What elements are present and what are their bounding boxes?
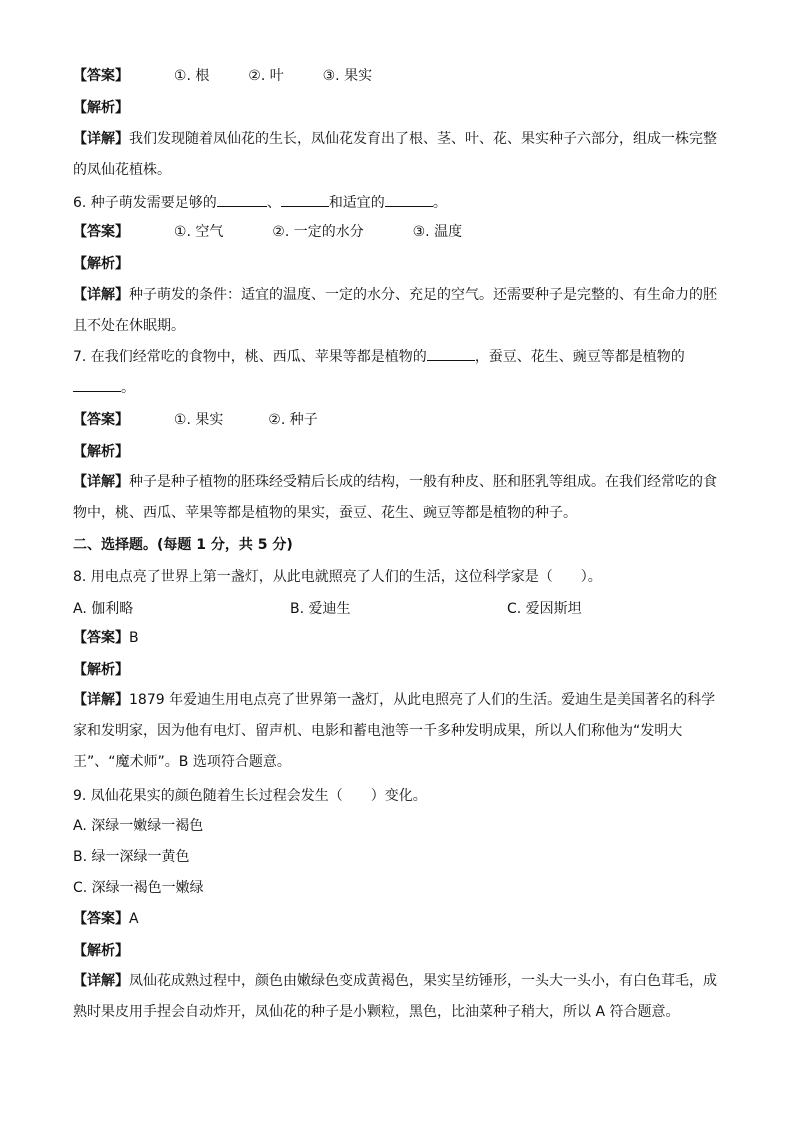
- option-b: B. 绿一深绿一黄色: [73, 849, 190, 865]
- section-title: 二、选择题。(每题 1 分，共 5 分): [73, 537, 293, 553]
- analysis-heading: [73, 660, 129, 680]
- question-text: 和适宜的: [328, 195, 385, 211]
- answer-item: ②. 种子: [268, 412, 318, 428]
- detail-text: 我们发现随着凤仙花的生长，凤仙花发育出了根、茎、叶、花、果实种子六部分，组成一株完整的凤仙花植株。: [73, 131, 717, 178]
- option-b: B. 爱迪生: [290, 601, 351, 617]
- answer-line-7: [73, 410, 318, 430]
- option-a: A. 深绿一嫩绿一褐色: [73, 818, 204, 834]
- question-text: 7. 在我们经常吃的食物中，桃、西瓜、苹果等都是植物的: [73, 349, 427, 365]
- analysis-label: 【解析】: [73, 256, 129, 272]
- answer-item: ②. 叶: [248, 68, 284, 84]
- detail-paragraph-6: [73, 280, 721, 342]
- question-text: 。: [432, 195, 447, 211]
- answer-label: 【答案】: [73, 68, 129, 84]
- question-text: 。: [121, 380, 135, 396]
- answer-blank: [427, 346, 475, 361]
- analysis-heading: [73, 98, 129, 118]
- detail-paragraph-7: [73, 467, 721, 529]
- answer-item: ①. 果实: [173, 412, 224, 428]
- answer-line-6: [73, 222, 462, 242]
- analysis-label: 【解析】: [73, 943, 129, 959]
- detail-label: 【详解】: [73, 474, 129, 490]
- answer-item: ③. 果实: [322, 68, 373, 84]
- answer-item: ②. 一定的水分: [272, 224, 364, 240]
- detail-label: 【详解】: [73, 692, 129, 708]
- answer-line-5: [73, 66, 372, 86]
- answer-label: 【答案】: [73, 911, 129, 927]
- detail-text: 凤仙花成熟过程中，颜色由嫩绿色变成黄褐色，果实呈纺锤形，一头大一头小，有白色茸毛，成熟时果皮用手捏会自动炸开，凤仙花的种子是小颗粒，黑色，比油菜种子稍大，所以 A 符合题意。: [73, 973, 717, 1020]
- detail-paragraph-9: [73, 966, 721, 1028]
- detail-text: 种子是种子植物的胚珠经受精后长成的结构，一般有种皮、胚和胚乳等组成。在我们经常吃的食物中，桃、西瓜、苹果等都是植物的果实，蚕豆、花生、豌豆等都是植物的种子。: [73, 474, 717, 521]
- answer-blank: [385, 192, 433, 207]
- detail-text: 种子萌发的条件：适宜的温度、一定的水分、充足的空气。还需要种子是完整的、有生命力的胚且不处在休眠期。: [73, 287, 717, 334]
- answer-line-9: [73, 909, 139, 929]
- analysis-heading: [73, 254, 129, 274]
- answer-value: B: [129, 630, 139, 646]
- detail-paragraph-8: [73, 685, 721, 778]
- question-text: 6. 种子萌发需要足够的: [73, 195, 217, 211]
- answer-blank: [281, 192, 329, 207]
- option-c: C. 深绿一褐色一嫩绿: [73, 880, 204, 896]
- answer-label: 【答案】: [73, 630, 129, 646]
- question-text: 、: [266, 195, 281, 211]
- question-text: ，蚕豆、花生、豌豆等都是植物的: [474, 349, 685, 365]
- question-8: 8. 用电点亮了世界上第一盏灯，从此电就照亮了人们的生活，这位科学家是（ ）。: [73, 569, 602, 585]
- analysis-label: 【解析】: [73, 662, 129, 678]
- answer-line-8: [73, 628, 139, 648]
- analysis-label: 【解析】: [73, 100, 129, 116]
- answer-blank: [217, 192, 267, 207]
- analysis-heading: [73, 941, 129, 961]
- detail-label: 【详解】: [73, 973, 129, 989]
- detail-label: 【详解】: [73, 131, 129, 147]
- question-7: [73, 342, 721, 404]
- answer-blank: [73, 377, 121, 392]
- question-6: [73, 192, 447, 213]
- detail-text: 1879 年爱迪生用电点亮了世界第一盏灯，从此电照亮了人们的生活。爱迪生是美国著名的科学家和发明家，因为他有电灯、留声机、电影和蓄电池等一千多种发明成果，所以人们称他为“发明大王”、“魔术师”。B 选项符合题意。: [73, 692, 716, 770]
- detail-label: 【详解】: [73, 287, 129, 303]
- analysis-label: 【解析】: [73, 444, 129, 460]
- answer-value: A: [129, 911, 139, 927]
- answer-item: ③. 温度: [412, 224, 463, 240]
- answer-item: ①. 空气: [173, 224, 224, 240]
- answer-label: 【答案】: [73, 224, 129, 240]
- analysis-heading: [73, 442, 129, 462]
- option-a: A. 伽利略: [73, 601, 134, 617]
- question-9: 9. 凤仙花果实的颜色随着生长过程会发生（ ）变化。: [73, 788, 427, 804]
- option-c: C. 爱因斯坦: [507, 601, 582, 617]
- detail-paragraph-5: [73, 124, 721, 186]
- answer-item: ①. 根: [173, 68, 210, 84]
- answer-label: 【答案】: [73, 412, 129, 428]
